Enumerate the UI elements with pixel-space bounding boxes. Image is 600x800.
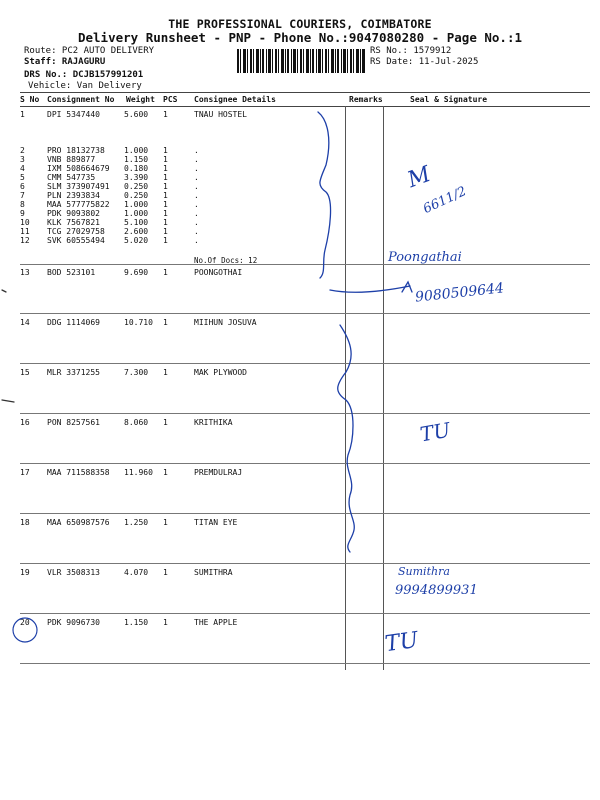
cell-sno: 12	[20, 236, 30, 245]
cell-sno: 18	[20, 518, 30, 527]
handwritten-sign-20: TU	[383, 627, 420, 658]
cell-consignment: VLR 3508313	[47, 568, 100, 577]
cell-consignment: KLK 7567821	[47, 218, 100, 227]
cell-pcs: 1	[163, 568, 168, 577]
cell-consignment: BOD 523101	[47, 268, 96, 277]
cell-consignee: .	[194, 209, 199, 218]
rs-number: RS No.: 1579912	[370, 46, 452, 56]
col-consignee: Consignee Details	[194, 95, 276, 104]
cell-consignee: .	[194, 182, 199, 191]
cell-weight: 10.710	[124, 318, 153, 327]
cell-consignee: .	[194, 155, 199, 164]
staff-label: Staff: RAJAGURU	[24, 57, 106, 67]
cell-sno: 7	[20, 191, 25, 200]
cell-pcs: 1	[163, 164, 168, 173]
col-consignment: Consignment No	[47, 95, 115, 104]
col-weight: Weight	[126, 95, 155, 104]
cell-sno: 1	[20, 110, 25, 119]
cell-weight: 1.000	[124, 209, 149, 218]
cell-consignee: .	[194, 236, 199, 245]
row-separator	[20, 613, 590, 614]
cell-pcs: 1	[163, 227, 168, 236]
cell-weight: 1.000	[124, 200, 149, 209]
cell-pcs: 1	[163, 209, 168, 218]
cell-consignment: MAA 711588358	[47, 468, 110, 477]
cell-pcs: 1	[163, 182, 168, 191]
cell-pcs: 1	[163, 318, 168, 327]
cell-sno: 9	[20, 209, 25, 218]
cell-sno: 2	[20, 146, 25, 155]
cell-consignment: PDK 9096730	[47, 618, 100, 627]
cell-sno: 19	[20, 568, 30, 577]
handwritten-name-19: Sumithra	[398, 565, 450, 578]
row-separator	[20, 663, 590, 664]
cell-pcs: 1	[163, 191, 168, 200]
company-title: THE PROFESSIONAL COURIERS, COIMBATORE	[168, 17, 432, 31]
cell-weight: 1.000	[124, 146, 149, 155]
margin-tick-1	[2, 290, 6, 292]
cell-consignment: PON 8257561	[47, 418, 100, 427]
docs-count-note: No.Of Docs: 12	[194, 256, 258, 265]
margin-tick-2	[2, 400, 14, 402]
cell-pcs: 1	[163, 146, 168, 155]
handwritten-sign-1: M	[404, 161, 435, 194]
cell-consignment: MAA 650987576	[47, 518, 110, 527]
cell-pcs: 1	[163, 155, 168, 164]
cell-consignment: TCG 27029758	[47, 227, 105, 236]
cell-pcs: 1	[163, 173, 168, 182]
cell-weight: 5.600	[124, 110, 149, 119]
cell-sno: 14	[20, 318, 30, 327]
cell-consignee: .	[194, 200, 199, 209]
cell-consignee: .	[194, 191, 199, 200]
runsheet-subtitle: Delivery Runsheet - PNP - Phone No.:9047080280 - Page No.:1	[77, 30, 522, 45]
drs-label: DRS No.: DCJB157991201	[24, 70, 144, 80]
col-sno: S No	[20, 95, 40, 104]
cell-sno: 5	[20, 173, 25, 182]
cell-pcs: 1	[163, 110, 168, 119]
cell-weight: 7.300	[124, 368, 149, 377]
cell-pcs: 1	[163, 236, 168, 245]
cell-consignee: MIIHUN JOSUVA	[194, 318, 257, 327]
cell-pcs: 1	[163, 368, 168, 377]
cell-consignee: THE APPLE	[194, 618, 238, 627]
cell-pcs: 1	[163, 418, 168, 427]
route-label: Route: PC2 AUTO DELIVERY	[24, 46, 155, 56]
cell-weight: 0.250	[124, 182, 149, 191]
cell-pcs: 1	[163, 200, 168, 209]
cell-consignment: VNB 889877	[47, 155, 96, 164]
cell-pcs: 1	[163, 518, 168, 527]
handwritten-date-1: 6611/2	[420, 184, 469, 217]
brace-rows-14-18	[338, 325, 355, 552]
cell-consignment: DPI 5347440	[47, 110, 100, 119]
col-pcs: PCS	[163, 95, 178, 104]
cell-sno: 17	[20, 468, 30, 477]
cell-consignment: PDK 9093802	[47, 209, 100, 218]
handwritten-sign-16: TU	[418, 417, 453, 447]
row-separator	[20, 513, 590, 514]
row-separator	[20, 313, 590, 314]
cell-weight: 3.390	[124, 173, 149, 182]
cell-consignee: .	[194, 164, 199, 173]
cell-weight: 0.250	[124, 191, 149, 200]
arrow-head-13	[402, 282, 412, 292]
cell-consignee: .	[194, 146, 199, 155]
brace-rows-1-12	[318, 112, 331, 278]
cell-weight: 2.600	[124, 227, 149, 236]
cell-consignee: TNAU HOSTEL	[194, 110, 247, 119]
remarks-right-line	[383, 106, 384, 670]
cell-weight: 11.960	[124, 468, 153, 477]
cell-pcs: 1	[163, 468, 168, 477]
cell-sno: 10	[20, 218, 30, 227]
cell-consignment: SVK 60555494	[47, 236, 105, 245]
cell-consignment: CMM 547735	[47, 173, 96, 182]
row-separator	[20, 463, 590, 464]
cell-consignment: MLR 3371255	[47, 368, 100, 377]
cell-sno: 13	[20, 268, 30, 277]
cell-consignee: PREMDULRAJ	[194, 468, 243, 477]
row-separator	[20, 413, 590, 414]
cell-weight: 0.180	[124, 164, 149, 173]
cell-consignee: .	[194, 218, 199, 227]
row-separator	[20, 264, 590, 265]
handwritten-phone-13: 9080509644	[414, 280, 505, 306]
cell-consignment: SLM 373907491	[47, 182, 110, 191]
cell-consignee: MAK PLYWOOD	[194, 368, 247, 377]
cell-sno: 11	[20, 227, 30, 236]
cell-consignee: KRITHIKA	[194, 418, 233, 427]
cell-weight: 9.690	[124, 268, 149, 277]
barcode	[237, 49, 365, 73]
handwritten-name-13: Poongathai	[388, 250, 462, 265]
cell-consignment: MAA 577775822	[47, 200, 110, 209]
table-header-rule	[20, 106, 590, 107]
row-separator	[20, 563, 590, 564]
cell-sno: 4	[20, 164, 25, 173]
cell-sno: 3	[20, 155, 25, 164]
cell-pcs: 1	[163, 268, 168, 277]
table-header	[0, 92, 600, 106]
cell-weight: 5.100	[124, 218, 149, 227]
cell-consignment: DDG 1114069	[47, 318, 100, 327]
cell-consignee: .	[194, 173, 199, 182]
cell-weight: 1.150	[124, 155, 149, 164]
cell-sno: 20	[20, 618, 30, 627]
handwritten-phone-19: 9994899931	[395, 583, 478, 598]
col-remarks: Remarks	[349, 95, 383, 104]
cell-consignee: .	[194, 227, 199, 236]
cell-pcs: 1	[163, 218, 168, 227]
cell-consignee: POONGOTHAI	[194, 268, 243, 277]
cell-consignment: PLN 2393834	[47, 191, 100, 200]
cell-consignment: IXM 508664679	[47, 164, 110, 173]
cell-sno: 8	[20, 200, 25, 209]
cell-consignment: PRO 18132738	[47, 146, 105, 155]
cell-consignee: TITAN EYE	[194, 518, 238, 527]
row-separator	[20, 363, 590, 364]
cell-sno: 16	[20, 418, 30, 427]
cell-weight: 1.150	[124, 618, 149, 627]
remarks-left-line	[345, 106, 346, 670]
cell-weight: 8.060	[124, 418, 149, 427]
col-seal-signature: Seal & Signature	[410, 95, 488, 104]
cell-weight: 4.070	[124, 568, 149, 577]
arrow-line-13	[330, 286, 410, 292]
vehicle-label: Vehicle: Van Delivery	[28, 81, 142, 91]
cell-sno: 15	[20, 368, 30, 377]
cell-weight: 5.020	[124, 236, 149, 245]
cell-weight: 1.250	[124, 518, 149, 527]
cell-pcs: 1	[163, 618, 168, 627]
cell-sno: 6	[20, 182, 25, 191]
rs-date: RS Date: 11-Jul-2025	[370, 57, 479, 67]
cell-consignee: SUMITHRA	[194, 568, 233, 577]
